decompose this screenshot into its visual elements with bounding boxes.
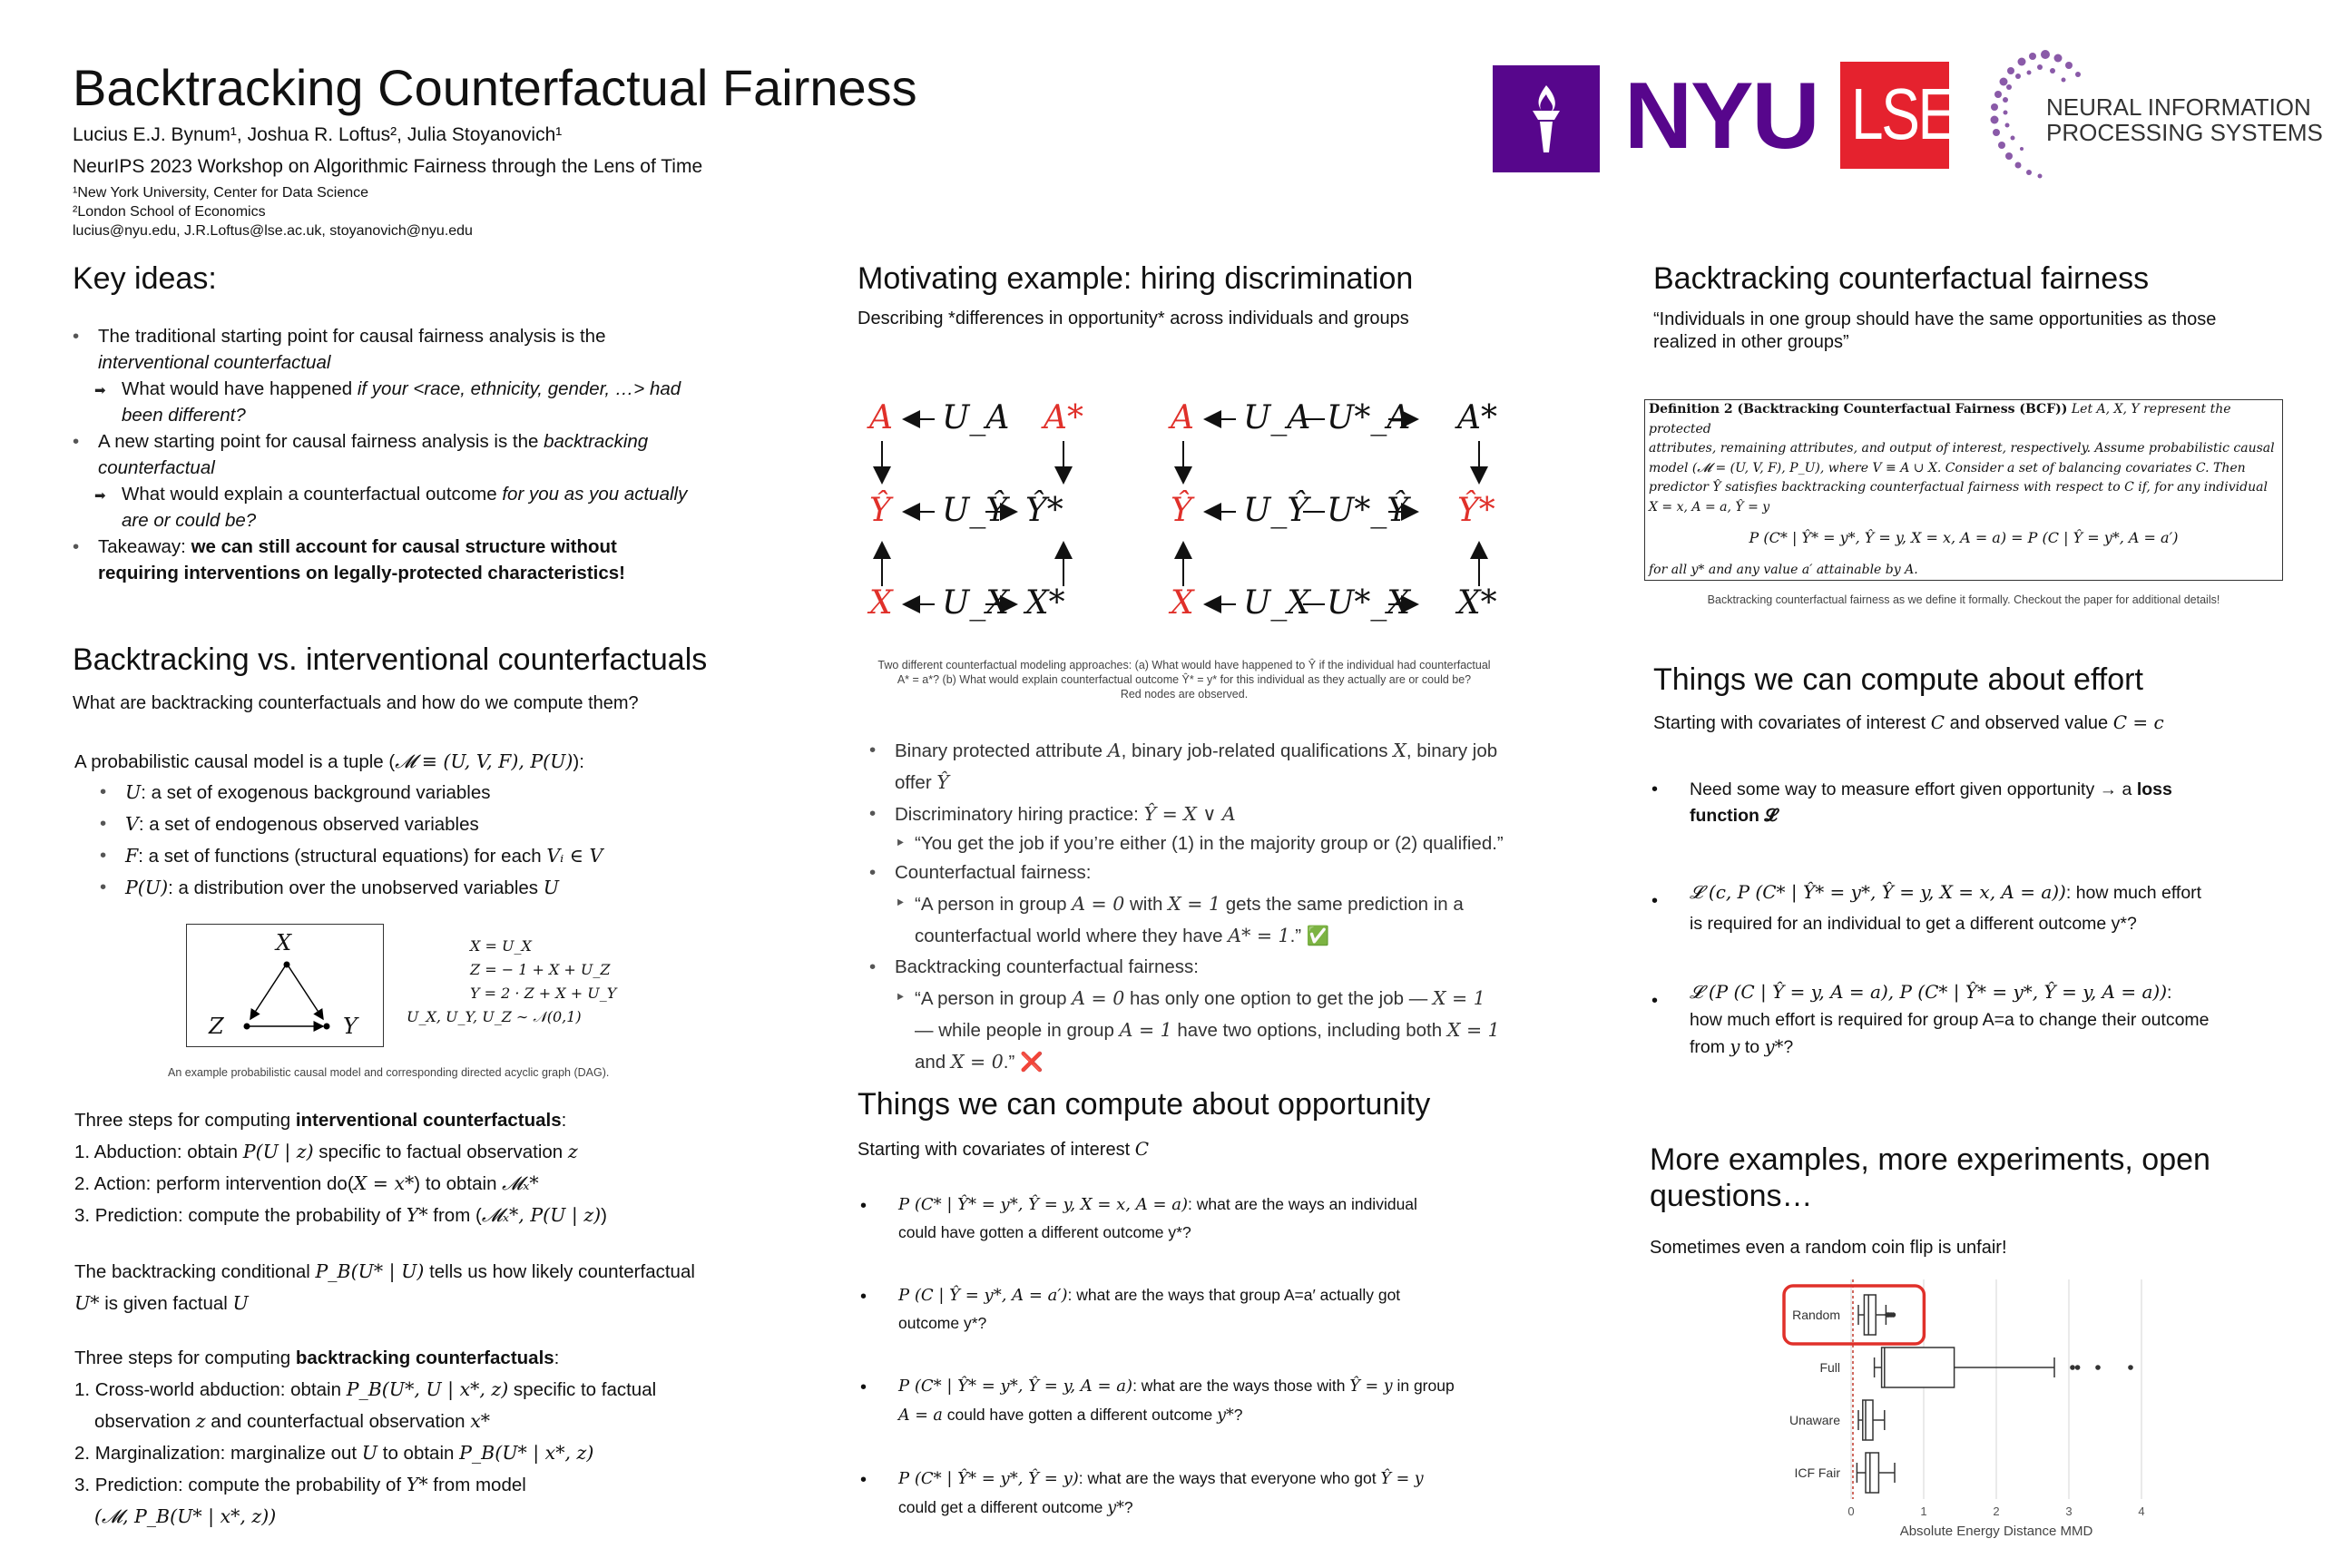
int-step-3: [74, 1200, 764, 1231]
math: z: [195, 1410, 206, 1432]
math: 𝓜ₓ*, P(U | z): [481, 1204, 602, 1226]
text: ): [601, 1205, 607, 1226]
node-b-uy: U_Ŷ: [1243, 492, 1309, 529]
text: in group: [1392, 1377, 1455, 1395]
text: have two options, including both: [1171, 1020, 1447, 1041]
text: has only one option to get the job —: [1124, 988, 1433, 1009]
boxplot-svg: [1779, 1270, 2160, 1543]
text: Discriminatory hiring practice:: [895, 804, 1144, 825]
eq-1: X = U_X: [470, 937, 532, 955]
outlier-point: [2070, 1365, 2075, 1370]
m-bullet-3-sub: [869, 888, 1523, 952]
math: 𝓛 (c, P (C* | Ŷ* = y*, Ŷ = y, X = x, A = a)): [1690, 881, 2066, 903]
node-b-astar: A*: [1457, 399, 1497, 436]
torch-icon: [1493, 65, 1600, 172]
text: counterfactual world where they have: [915, 926, 1229, 946]
cond-line-2: [74, 1288, 764, 1319]
nyu-torch-logo: [1493, 65, 1600, 172]
text: A new starting point for causal fairness analysis is the: [98, 431, 544, 452]
text: we can still account for causal structure without: [191, 536, 617, 557]
interventional-steps: [74, 1105, 764, 1231]
outlier-point: [1891, 1312, 1896, 1318]
nyu-logo-text: NYU: [1624, 64, 1818, 169]
neurips-line-1: NEURAL INFORMATION: [2046, 93, 2311, 121]
text: : a set of endogenous observed variables: [138, 814, 479, 835]
def-line-2: attributes, remaining attributes, and output of interest, respectively. Assume probabilistic causal: [1649, 441, 2275, 456]
text: how much effort is required for group A=a to change their outcome: [1690, 1010, 2210, 1030]
node-a: A: [869, 399, 893, 436]
text: The backtracking conditional: [74, 1261, 316, 1282]
emails: lucius@nyu.edu, J.R.Loftus@lse.ac.uk, stoyanovich@nyu.edu: [73, 223, 473, 239]
text: loss: [2136, 779, 2172, 799]
text: :: [561, 1110, 567, 1131]
text: gets the same prediction in a: [1220, 894, 1464, 915]
more-heading-line-1: More examples, more experiments, open: [1650, 1142, 2210, 1177]
text: to: [1740, 1037, 1765, 1057]
text: : a set of exogenous background variables: [141, 782, 491, 803]
effort-subtitle: [1653, 711, 2164, 734]
opp-item-1: • P (C* | Ŷ* = y*, Ŷ = y, X = x, A = a): what are the ways an individual could have gotten a different outcome y*?: [860, 1195, 1417, 1241]
outlier-point: [2075, 1365, 2081, 1370]
x-tick-label: 4: [2138, 1504, 2145, 1518]
math: P(U): [125, 877, 169, 898]
node-b-x: X: [1171, 584, 1194, 622]
text: ?: [1783, 1037, 1794, 1057]
dag-node-z: Z: [209, 1014, 224, 1039]
box: [1882, 1348, 1955, 1387]
quote-line-1: “Individuals in one group should have the same opportunities as those: [1653, 309, 2217, 329]
math: P_B(U* | U): [315, 1260, 425, 1282]
backtracking-conditional: [74, 1256, 764, 1319]
category-label: ICF Fair: [1794, 1465, 1840, 1480]
node-uy: U_Ŷ: [942, 492, 1008, 529]
text: ?: [1123, 1498, 1133, 1516]
text: “A person in group: [915, 988, 1073, 1009]
m-bullet-1: [869, 735, 1523, 799]
eq-3: Y = 2 · Z + X + U_Y: [470, 985, 617, 1002]
structural-equations: [407, 935, 616, 1029]
model-components: [100, 777, 603, 904]
text: could have gotten a different outcome y*?: [898, 1223, 1191, 1241]
text: .” ✅: [1289, 926, 1330, 946]
node-b-ua: U_A: [1243, 399, 1311, 436]
motivating-subtitle: Describing *differences in opportunity* across individuals and groups: [858, 309, 1409, 328]
text: , binary job-related qualifications: [1121, 740, 1394, 761]
def-line-5: X = x, A = a, Ŷ = y: [1649, 499, 1770, 514]
text: for you as you actually: [502, 484, 688, 505]
text: :: [2167, 983, 2172, 1003]
text: :: [554, 1348, 560, 1368]
math: P_B(U* | x*, z): [459, 1442, 594, 1464]
text: : what are the ways those with: [1132, 1377, 1350, 1395]
bcf-heading: Backtracking counterfactual fairness: [1653, 261, 2150, 296]
math: U: [125, 781, 142, 803]
x-tick-label: 2: [1993, 1504, 2000, 1518]
node-b-uystar: U*_Ŷ: [1327, 492, 1409, 529]
math: Ŷ = y: [1349, 1377, 1393, 1396]
text: 3. Prediction: compute the probability of: [74, 1475, 407, 1495]
text: .” ❌: [1003, 1052, 1044, 1073]
text: and: [915, 1052, 951, 1073]
more-heading: [1650, 1142, 2210, 1214]
key-idea-2-sub: [73, 481, 771, 534]
math: X = 1: [1432, 987, 1485, 1009]
math: (𝓜, P_B(U* | x*, z)): [94, 1505, 277, 1527]
more-heading-line-2: questions…: [1650, 1179, 1813, 1213]
x-tick-label: 0: [1847, 1504, 1855, 1518]
text: “A person in group: [915, 894, 1073, 915]
node-b-uxstar: U*_X: [1327, 584, 1410, 622]
m-bullet-3: • Counterfactual fairness:: [869, 858, 1523, 888]
math: A: [1107, 740, 1122, 761]
text: 1. Abduction: obtain: [74, 1142, 243, 1162]
math: X = 1: [1446, 1019, 1500, 1041]
text: is required for an individual to get a different outcome y*?: [1690, 914, 2137, 934]
model-intro: [74, 746, 584, 778]
math: Ŷ = X ∨ A: [1143, 803, 1236, 825]
node-b-xstar: X*: [1457, 584, 1497, 622]
lse-logo: [1840, 62, 1955, 169]
text: Definition 2 (Backtracking Counterfactual Fairness (BCF)): [1649, 402, 2068, 416]
math: Ŷ: [936, 771, 949, 793]
math: A* = 1: [1228, 925, 1290, 946]
key-idea-2: [73, 428, 771, 481]
bt-step-2: [74, 1437, 764, 1469]
def-line-3: model (𝓜 = (U, V, F), P_U), where V ≡ A ∪ X. Consider a set of balancing covariates C. Then: [1649, 460, 2246, 475]
lse-logo-text: LSE: [1851, 74, 1955, 154]
authors: Lucius E.J. Bynum¹, Joshua R. Loftus², Julia Stoyanovich¹: [73, 124, 563, 145]
opp-item-2: • P (C | Ŷ = y*, A = a′): what are the ways that group A=a′ actually got outcome y*?: [860, 1286, 1401, 1332]
math: Y*: [406, 1474, 428, 1495]
caption-line-1: Two different counterfactual modeling approaches: (a) What would have happened to Ŷ if the individual had counterfactual: [877, 659, 1491, 671]
math: A = 1: [1119, 1019, 1172, 1041]
text: A probabilistic causal model is a tuple (: [74, 751, 396, 772]
int-step-2: [74, 1168, 764, 1200]
model-p: [100, 872, 603, 904]
dag-caption: An example probabilistic causal model and corresponding directed acyclic graph (DAG).: [168, 1066, 610, 1079]
text: function 𝓛: [1690, 806, 1778, 826]
math: 𝓛 (P (C | Ŷ = y, A = a), P (C* | Ŷ* = y*, Ŷ = y, A = a)): [1690, 981, 2168, 1003]
math: X = 1: [1168, 893, 1221, 915]
key-idea-1: [73, 323, 771, 376]
dag-node-x: X: [276, 930, 292, 956]
x-tick-label: 1: [1920, 1504, 1927, 1518]
more-subtitle: Sometimes even a random coin flip is unfair!: [1650, 1238, 2007, 1258]
text: could have gotten a different outcome: [942, 1406, 1218, 1424]
node-x: X: [869, 584, 893, 622]
math: X = x*: [353, 1172, 415, 1194]
math: C: [1134, 1138, 1150, 1160]
text: , binary job: [1406, 740, 1498, 761]
math: y*: [1217, 1406, 1234, 1425]
text: Need some way to measure effort given opportunity → a: [1690, 779, 2137, 799]
node-b-a: A: [1171, 399, 1194, 436]
boxplot-chart: [1779, 1270, 2160, 1543]
text: from: [1690, 1037, 1730, 1057]
bcf-quote: [1653, 309, 2216, 354]
math: P (C* | Ŷ* = y*, Ŷ = y): [898, 1469, 1079, 1488]
outlier-point: [2128, 1365, 2133, 1370]
effort-item-3: • 𝓛 (P (C | Ŷ = y, A = a), P (C* | Ŷ* = y*, Ŷ = y, A = a)): how much effort is required for group A=a to change their outcome from y to y*?: [1651, 981, 2210, 1057]
text: requiring interventions on legally-protected characteristics!: [98, 563, 625, 583]
text: if your <race, ethnicity, gender, …> had: [357, 378, 681, 399]
m-bullet-4: • Backtracking counterfactual fairness:: [869, 952, 1523, 983]
math: P (C | Ŷ = y*, A = a′): [898, 1286, 1068, 1305]
m-bullet-4-sub: [869, 983, 1523, 1078]
text: from (: [427, 1205, 482, 1226]
text: been different?: [122, 405, 246, 426]
bt-step-1: [74, 1374, 764, 1406]
math: Y*: [406, 1204, 428, 1226]
def-line-6: for all y* and any value a′ attainable by A.: [1649, 562, 1918, 577]
math: P_B(U*, U | x*, z): [346, 1378, 509, 1400]
key-ideas-heading: Key ideas:: [73, 261, 217, 296]
math: A = a: [898, 1406, 943, 1425]
eq-4: U_X, U_Y, U_Z ∼ 𝒩(0,1): [407, 1008, 582, 1025]
text: and counterfactual observation: [205, 1411, 471, 1432]
bt-vs-int-heading: Backtracking vs. interventional counterfactuals: [73, 642, 708, 677]
quote-line-2: realized in other groups”: [1653, 332, 1849, 352]
math: C = c: [2112, 711, 2164, 733]
effort-item-1: • Need some way to measure effort given opportunity → a loss function 𝓛: [1651, 779, 2172, 826]
math: 𝓜 ≡ (U, V, F), P(U): [395, 750, 573, 772]
text: : what are the ways an individual: [1188, 1195, 1417, 1213]
text: observation: [94, 1411, 196, 1432]
text: 3. Prediction: compute the probability of: [74, 1205, 407, 1226]
opportunity-subtitle: [858, 1138, 1149, 1161]
def-line-4: predictor Ŷ satisfies backtracking counterfactual fairness with respect to C if, for any individual: [1649, 480, 2268, 495]
caption-line-3: Red nodes are observed.: [1120, 688, 1249, 701]
math: F: [125, 845, 139, 867]
math: y*: [1764, 1036, 1784, 1057]
box: [1863, 1400, 1873, 1440]
key-idea-3: [73, 534, 771, 586]
opp-item-3: • P (C* | Ŷ* = y*, Ŷ = y, A = a): what are the ways those with Ŷ = y in group A = a could have gotten a different outcome y*?: [860, 1377, 1455, 1425]
box: [1866, 1453, 1878, 1493]
venue: NeurIPS 2023 Workshop on Algorithmic Fairness through the Lens of Time: [73, 156, 703, 177]
text: Three steps for computing: [74, 1110, 296, 1131]
text: Binary protected attribute: [895, 740, 1108, 761]
bt-step-1-cont: [74, 1406, 764, 1437]
math: P (C* | Ŷ* = y*, Ŷ = y, X = x, A = a): [898, 1195, 1188, 1214]
text: What would have happened: [122, 378, 358, 399]
key-idea-1-sub: [73, 376, 771, 428]
backtracking-steps: [74, 1343, 764, 1533]
math: U: [232, 1292, 249, 1314]
text: and observed value: [1945, 713, 2113, 733]
m-bullet-2-sub: ‣ “You get the job if you’re either (1) in the majority group or (2) qualified.”: [869, 830, 1523, 858]
text: ?: [1233, 1406, 1243, 1424]
node-b-ux: U_X: [1243, 584, 1310, 622]
effort-heading: Things we can compute about effort: [1653, 662, 2143, 697]
affiliation-1: ¹New York University, Center for Data Science: [73, 185, 369, 201]
math: y: [1730, 1036, 1740, 1057]
text: Three steps for computing: [74, 1348, 296, 1368]
caption-line-2: A* = a*? (b) What would explain counterfactual outcome Ŷ* = y* for this individual as they actually are or could be?: [897, 673, 1472, 686]
bt-step-3: [74, 1469, 764, 1501]
opportunity-heading: Things we can compute about opportunity: [858, 1087, 1431, 1122]
text: What would explain a counterfactual outcome: [122, 484, 503, 505]
text: is given factual: [99, 1293, 233, 1314]
text: — while people in group: [915, 1020, 1120, 1041]
node-astar: A*: [1044, 399, 1083, 436]
text: specific to factual: [508, 1379, 657, 1400]
math: Vᵢ ∈ V: [546, 845, 603, 867]
node-b-yhat: Ŷ: [1171, 492, 1192, 529]
node-b-ystar: Ŷ*: [1457, 492, 1495, 529]
motivating-bullets: [869, 735, 1523, 1078]
text: offer: [895, 772, 937, 793]
box: [1864, 1295, 1876, 1335]
text: interventional counterfactuals: [295, 1110, 562, 1131]
int-intro: [74, 1105, 764, 1136]
text: interventional counterfactual: [98, 352, 331, 373]
math: Ŷ = y: [1380, 1470, 1424, 1488]
model-v: [100, 808, 603, 840]
text: from model: [427, 1475, 526, 1495]
bt-step-3-cont: [74, 1501, 764, 1533]
key-ideas-list: [73, 323, 771, 586]
text: 2. Action: perform intervention do(: [74, 1173, 354, 1194]
def-line-1: [1649, 400, 2278, 439]
motivating-heading: Motivating example: hiring discrimination: [858, 261, 1414, 296]
category-label: Full: [1819, 1360, 1840, 1375]
cond-line-1: [74, 1256, 764, 1288]
text: could get a different outcome: [898, 1498, 1108, 1516]
text: backtracking: [544, 431, 649, 452]
math: x*: [470, 1410, 491, 1432]
text: backtracking counterfactuals: [295, 1348, 554, 1368]
node-ux: U_X: [942, 584, 1009, 622]
bcf-caption: Backtracking counterfactual fairness as we define it formally. Checkout the paper for additional details!: [1707, 593, 2220, 606]
math: V: [125, 813, 139, 835]
text: Let A, X, Y represent the protected: [1649, 402, 2231, 436]
model-u: [100, 777, 603, 808]
x-tick-label: 3: [2065, 1504, 2073, 1518]
bcf-definition-box: [1644, 399, 2283, 581]
text: specific to factual observation: [313, 1142, 568, 1162]
category-label: Random: [1792, 1308, 1840, 1322]
text: : what are the ways that group A=a′ actually got: [1067, 1286, 1401, 1304]
math: z: [567, 1141, 578, 1162]
text: ) to obtain: [414, 1173, 503, 1194]
text: with: [1124, 894, 1169, 915]
math: X: [1393, 740, 1406, 761]
poster-title: Backtracking Counterfactual Fairness: [73, 59, 917, 116]
opp-item-4: • P (C* | Ŷ* = y*, Ŷ = y): what are the ways that everyone who got Ŷ = y could get a different outcome y*?: [860, 1469, 1424, 1517]
x-axis-label: Absolute Energy Distance MMD: [1899, 1524, 2093, 1539]
math: y*: [1107, 1499, 1124, 1517]
text: Takeaway:: [98, 536, 191, 557]
text: : how much effort: [2065, 883, 2202, 903]
text: outcome y*?: [898, 1314, 987, 1332]
text: tells us how likely counterfactual: [424, 1261, 695, 1282]
math: X = 0: [950, 1051, 1004, 1073]
neurips-line-2: PROCESSING SYSTEMS: [2046, 119, 2323, 146]
text: : what are the ways that everyone who got: [1078, 1469, 1381, 1487]
m-bullet-2: [869, 799, 1523, 830]
text: Starting with covariates of interest: [1653, 713, 1931, 733]
node-ystar: Ŷ*: [1025, 492, 1063, 529]
text: counterfactual: [98, 457, 215, 478]
math: U*: [74, 1292, 100, 1314]
math: A = 0: [1072, 987, 1125, 1009]
math: 𝓜ₓ*: [502, 1172, 539, 1194]
node-yhat: Ŷ: [869, 492, 891, 529]
text: are or could be?: [122, 510, 257, 531]
text: to obtain: [377, 1443, 460, 1464]
math: A = 0: [1072, 893, 1125, 915]
text: 1. Cross-world abduction: obtain: [74, 1379, 347, 1400]
text: ):: [573, 751, 584, 772]
text: The traditional starting point for causal fairness analysis is the: [98, 326, 606, 347]
node-ua: U_A: [942, 399, 1010, 436]
bt-intro: [74, 1343, 764, 1374]
text: : a distribution over the unobserved variables: [168, 877, 544, 898]
int-step-1: [74, 1136, 764, 1168]
triangle-dag: [186, 924, 384, 1047]
outlier-point: [2095, 1365, 2101, 1370]
math: P (C* | Ŷ* = y*, Ŷ = y, A = a): [898, 1377, 1133, 1396]
causal-graphs: [862, 381, 1515, 635]
math: C: [1930, 711, 1945, 733]
affiliation-2: ²London School of Economics: [73, 204, 266, 220]
text: 2. Marginalization: marginalize out: [74, 1443, 362, 1464]
text: : a set of functions (structural equations) for each: [138, 846, 547, 867]
def-equation: P (C* | Ŷ* = y*, Ŷ = y, X = x, A = a) = P (C | Ŷ = y*, A = a′): [1749, 529, 2179, 546]
neurips-logo-text: [2046, 94, 2323, 145]
eq-2: Z = − 1 + X + U_Z: [470, 961, 611, 978]
dag-node-y: Y: [343, 1014, 358, 1039]
category-label: Unaware: [1788, 1413, 1840, 1427]
node-xstar: X*: [1025, 584, 1065, 622]
math: U: [361, 1442, 378, 1464]
math: U: [543, 877, 560, 898]
bt-vs-int-subtitle: What are backtracking counterfactuals and how do we compute them?: [73, 693, 639, 713]
node-b-uastar: U*_A: [1327, 399, 1411, 436]
text: Starting with covariates of interest: [858, 1140, 1135, 1160]
graph-caption: [858, 658, 1511, 701]
effort-item-2: • 𝓛 (c, P (C* | Ŷ* = y*, Ŷ = y, X = x, A = a)): how much effort is required for an individual to get a different outcome y*?: [1651, 881, 2202, 934]
model-f: [100, 840, 603, 872]
math: P(U | z): [242, 1141, 314, 1162]
